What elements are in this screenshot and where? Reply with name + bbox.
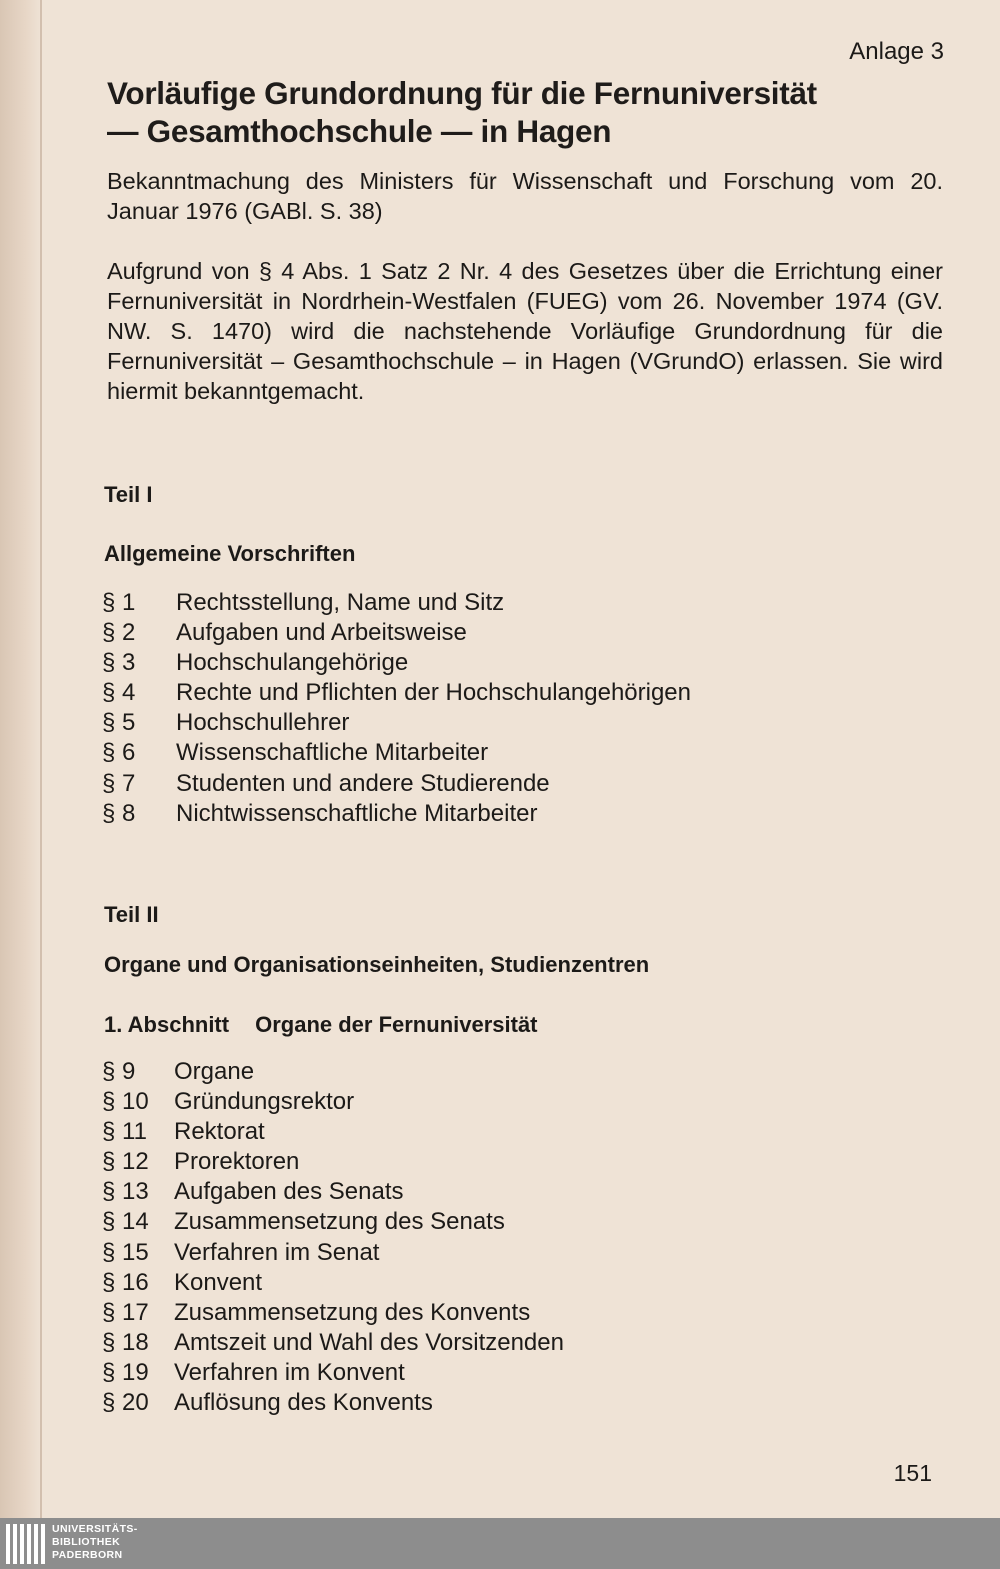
toc-entry — [102, 708, 691, 738]
toc-entry — [102, 738, 691, 768]
toc-entry — [102, 1268, 564, 1298]
section-number: § 8 — [102, 799, 136, 827]
section-title: Rechtsstellung, Name und Sitz — [176, 589, 505, 616]
section-number: § 18 — [102, 1328, 149, 1356]
document-title — [107, 74, 947, 150]
section-title: Aufgaben des Senats — [174, 1178, 404, 1206]
library-name-line-2: BIBLIOTHEK — [52, 1536, 121, 1548]
section-title: Konvent — [174, 1268, 263, 1296]
toc-entry — [102, 769, 691, 799]
toc-entry — [102, 799, 691, 829]
section-title: Organe — [174, 1058, 255, 1085]
section-number: § 3 — [102, 649, 136, 677]
part-2-label: Teil II — [104, 902, 159, 927]
section-number: § 16 — [102, 1268, 149, 1296]
section-title: Studenten und andere Studierende — [176, 769, 550, 797]
section-number: § 4 — [102, 679, 136, 707]
announcement-paragraph: Bekanntmachung des Ministers für Wissenschaft und Forschung vom 20. Januar 1976 (GABl. S. 38) — [107, 168, 943, 224]
section-title: Rektorat — [174, 1118, 265, 1146]
section-number: § 5 — [102, 709, 136, 737]
page-number: 151 — [893, 1460, 932, 1486]
section-number: § 9 — [102, 1058, 136, 1085]
library-footer-bar — [0, 1518, 1000, 1569]
section-number: § 17 — [102, 1298, 149, 1326]
library-name — [52, 1523, 138, 1562]
section-number: § 15 — [102, 1238, 149, 1266]
section-number: § 10 — [102, 1088, 149, 1116]
section-number: § 11 — [102, 1118, 147, 1146]
part-1-contents — [102, 588, 691, 829]
part-1-label: Teil I — [104, 482, 153, 507]
part-1-heading: Allgemeine Vorschriften — [104, 541, 356, 566]
toc-entry — [102, 1087, 564, 1117]
appendix-label: Anlage 3 — [849, 38, 944, 65]
section-title: Wissenschaftliche Mitarbeiter — [176, 739, 489, 767]
section-1-number: 1. Abschnitt — [104, 1012, 230, 1037]
toc-entry — [102, 1238, 564, 1268]
section-title: Nichtwissenschaftliche Mitarbeiter — [176, 799, 538, 827]
toc-entry — [102, 1328, 564, 1358]
section-number: § 6 — [102, 739, 136, 767]
section-title: Aufgaben und Arbeitsweise — [176, 619, 467, 647]
section-number: § 20 — [102, 1389, 149, 1417]
toc-entry — [102, 678, 691, 708]
library-logo-icon — [6, 1524, 45, 1564]
section-number: § 1 — [102, 589, 136, 616]
part-2-heading: Organe und Organisationseinheiten, Studienzentren — [104, 952, 650, 977]
toc-entry — [102, 1147, 564, 1177]
section-title: Verfahren im Konvent — [174, 1358, 405, 1386]
title-line-2: — Gesamthochschule — in Hagen — [107, 113, 612, 149]
toc-entry — [102, 1298, 564, 1328]
section-title: Prorektoren — [174, 1148, 300, 1176]
section-title: Verfahren im Senat — [174, 1238, 380, 1266]
section-number: § 2 — [102, 619, 136, 647]
section-title: Zusammensetzung des Konvents — [174, 1298, 531, 1326]
section-title: Hochschulangehörige — [176, 649, 409, 677]
toc-entry — [102, 1117, 564, 1147]
legal-basis-paragraph: Aufgrund von § 4 Abs. 1 Satz 2 Nr. 4 des Gesetzes über die Errichtung einer Fernuniversität in Nordrhein-Westfalen (FUEG) vom 26. November 1974 (GV. NW. S. 1470) wird die nachstehende Vorläufige Grundordnung für die Fernuniversität – Gesamthochschule – in Hagen (VGrundO) erlassen. Sie wird hiermit bekanntgemacht. — [107, 258, 943, 404]
toc-entry — [102, 1207, 564, 1237]
section-number: § 14 — [102, 1208, 149, 1236]
part-2-contents — [102, 1057, 564, 1418]
section-title: Zusammensetzung des Senats — [174, 1208, 505, 1236]
library-name-line-1: UNIVERSITÄTS- — [52, 1523, 138, 1535]
section-1-title: Organe der Fernuniversität — [255, 1012, 538, 1037]
section-number: § 13 — [102, 1178, 149, 1206]
toc-entry — [102, 1177, 564, 1207]
toc-entry — [102, 1057, 564, 1087]
section-title: Auflösung des Konvents — [174, 1389, 433, 1417]
toc-entry — [102, 648, 691, 678]
section-number: § 12 — [102, 1148, 149, 1176]
section-number: § 7 — [102, 769, 136, 797]
toc-entry — [102, 588, 691, 618]
section-title: Rechte und Pflichten der Hochschulangehörigen — [176, 679, 692, 707]
toc-entry — [102, 1388, 564, 1418]
section-1-heading — [104, 1012, 538, 1038]
section-title: Gründungsrektor — [174, 1088, 355, 1116]
toc-entry — [102, 618, 691, 648]
toc-entry — [102, 1358, 564, 1388]
section-number: § 19 — [102, 1358, 149, 1386]
title-line-1: Vorläufige Grundordnung für die Fernuniversität — [107, 75, 817, 111]
section-title: Amtszeit und Wahl des Vorsitzenden — [174, 1328, 564, 1356]
library-name-line-3: PADERBORN — [52, 1549, 123, 1561]
section-title: Hochschullehrer — [176, 709, 350, 737]
